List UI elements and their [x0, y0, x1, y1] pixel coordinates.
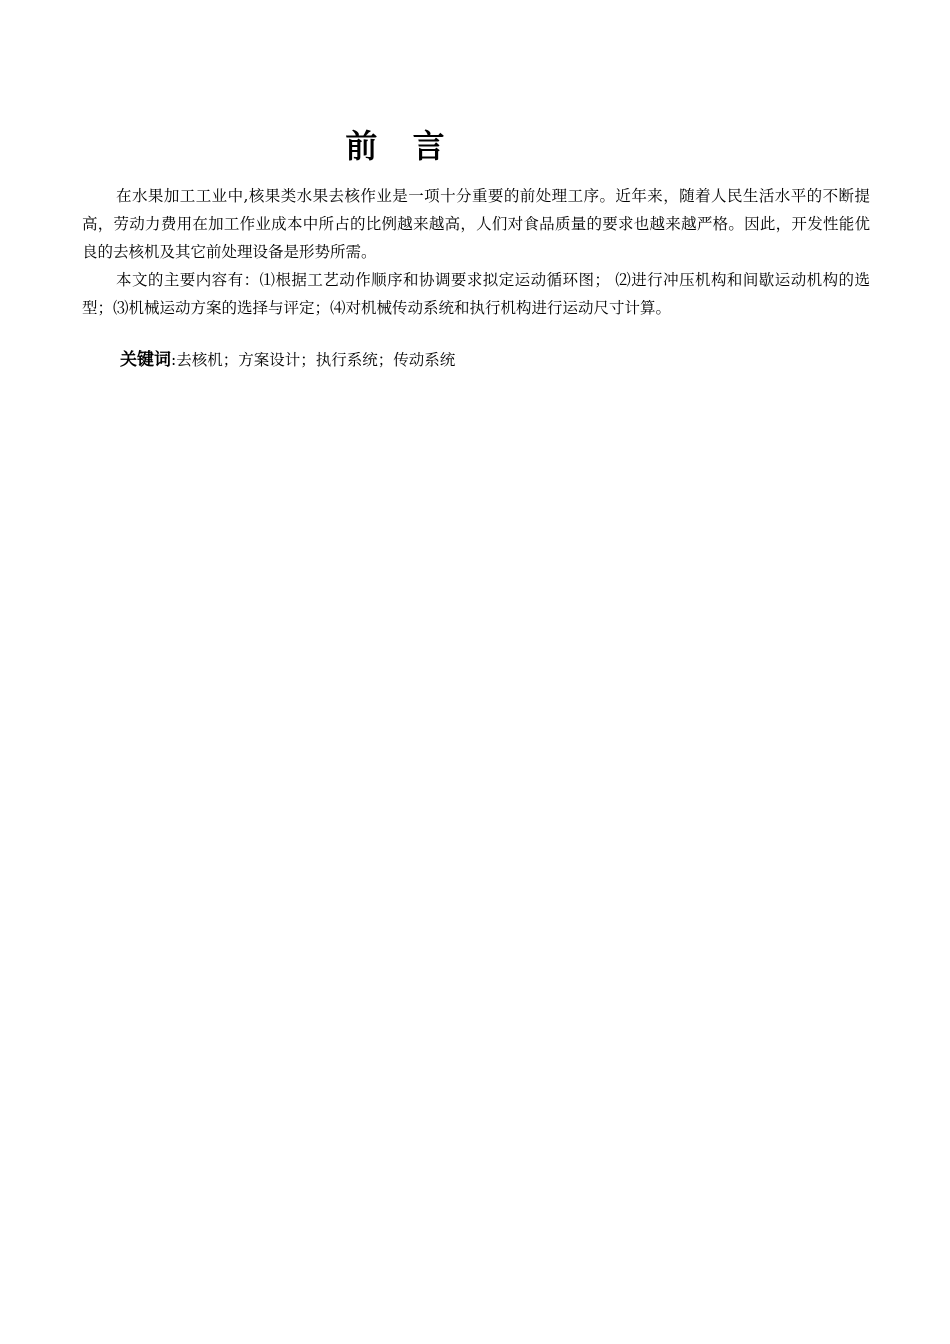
paragraph-contents: 本文的主要内容有：⑴根据工艺动作顺序和协调要求拟定运动循环图； ⑵进行冲压机构和间歇运动机构的选型；⑶机械运动方案的选择与评定；⑷对机械传动系统和执行机构进行运动尺寸计算。	[82, 271, 870, 317]
keywords-label: 关键词	[120, 350, 171, 370]
keywords-line	[120, 346, 455, 374]
paragraph-intro: 在水果加工工业中,核果类水果去核作业是一项十分重要的前处理工序。近年来，随着人民生活水平的不断提高，劳动力费用在加工作业成本中所占的比例越来越高，人们对食品质量的要求也越来越严格。因此，开发性能优良的去核机及其它前处理设备是形势所需。	[82, 187, 870, 261]
keywords-value: 去核机；方案设计；执行系统；传动系统	[176, 351, 456, 369]
keywords-separator: :	[171, 351, 177, 369]
page-title: 前 言	[345, 127, 457, 165]
